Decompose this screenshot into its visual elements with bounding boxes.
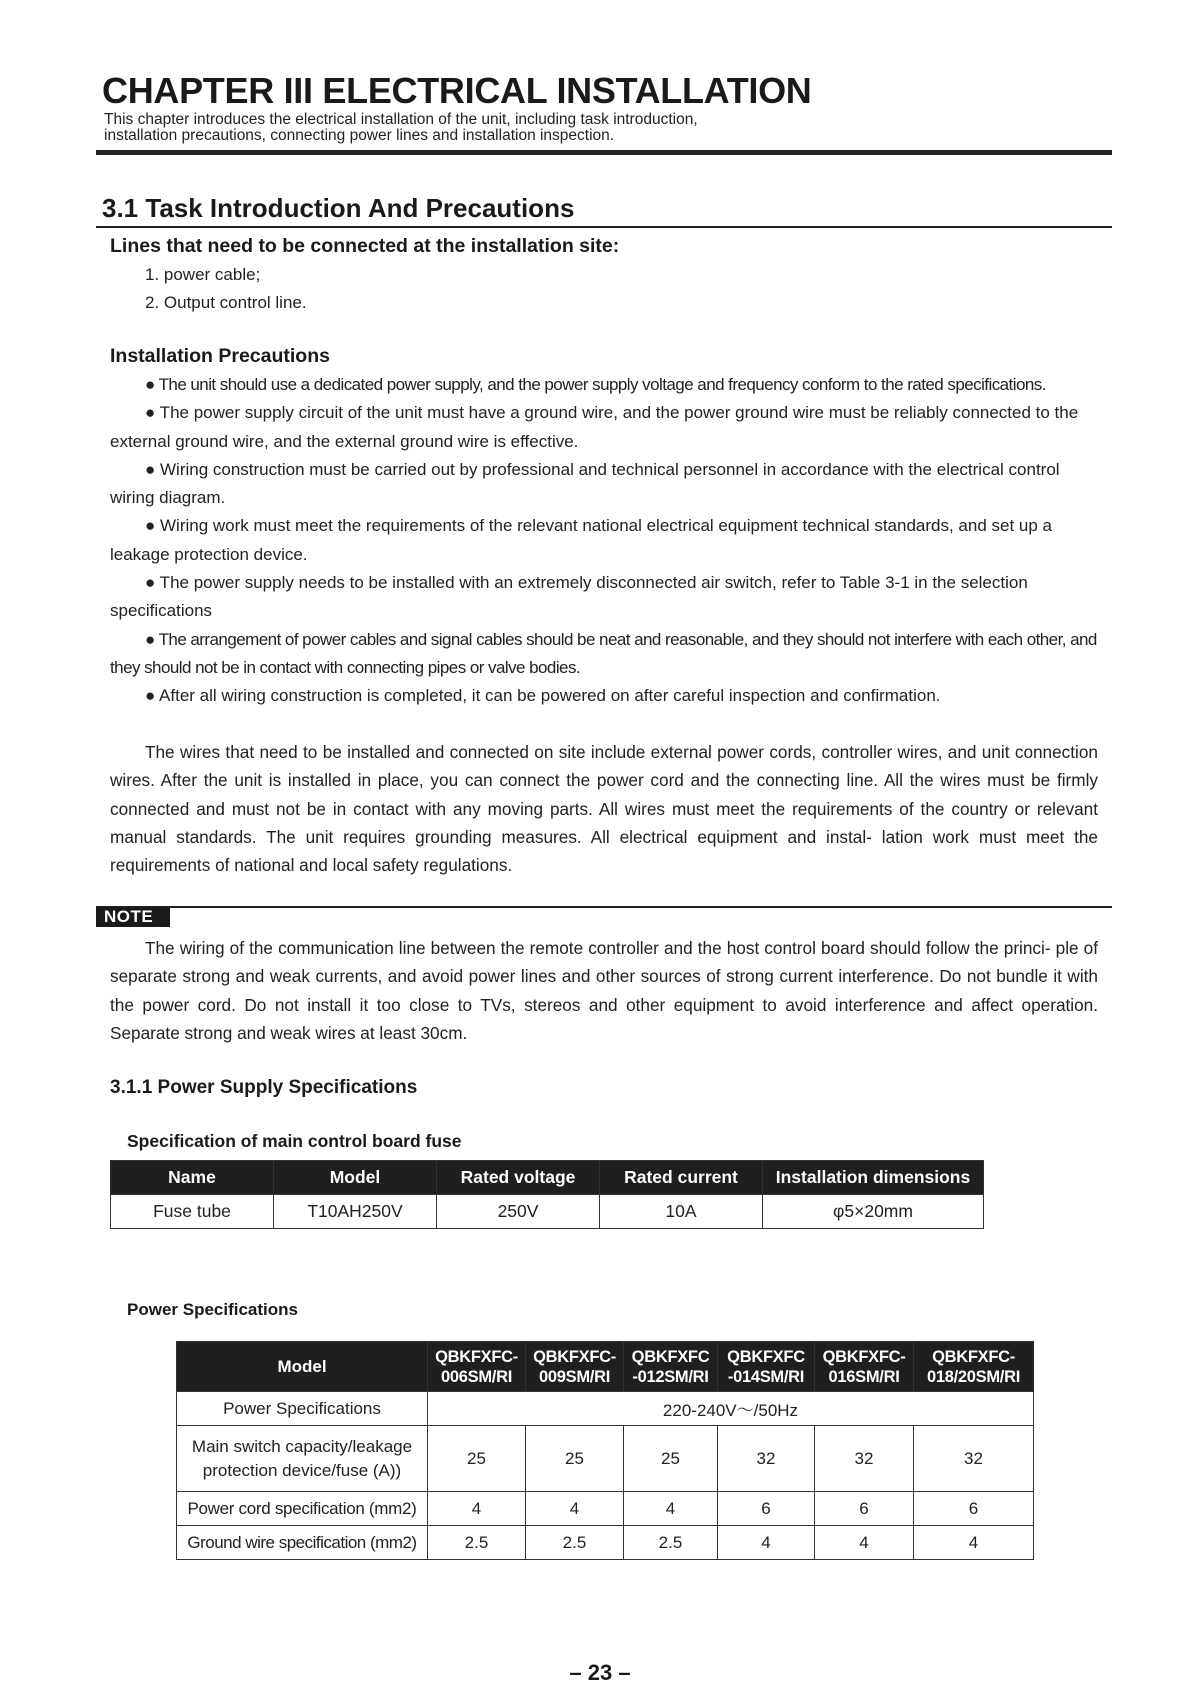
fuse-table-caption: Specification of main control board fuse — [127, 1131, 462, 1151]
chapter-title: CHAPTER III ELECTRICAL INSTALLATION — [102, 70, 812, 111]
table-row — [177, 1426, 1034, 1492]
section-title: 3.1 Task Introduction And Precautions — [102, 193, 575, 223]
table-cell: 4 — [914, 1526, 1034, 1560]
table-cell: 10A — [600, 1195, 763, 1229]
table-header-row — [177, 1342, 1034, 1392]
row-label: Ground wire specification (mm2) — [177, 1526, 428, 1560]
table-cell: 4 — [624, 1492, 718, 1526]
precautions-list — [110, 371, 1098, 711]
column-header: Rated voltage — [437, 1161, 600, 1195]
table-cell: 2.5 — [428, 1526, 526, 1560]
fuse-table — [110, 1160, 984, 1229]
model-header — [718, 1342, 815, 1392]
column-header: Rated current — [600, 1161, 763, 1195]
column-header: Model — [177, 1342, 428, 1392]
wires-paragraph-text: The wires that need to be installed and connected on site include external power cords, controller wires, and unit connection wires. After the unit is installed in place, you can connect the power cord and the connecting line. All the wires must be firmly connected and must not be in contact with any moving parts. All wires must meet the requirements of the country or relevant manual standards. The unit requires grounding measures. All electrical equipment and instal- lation work must meet the requirements of national and local safety regulations. — [110, 742, 1098, 876]
power-supply-heading: 3.1.1 Power Supply Specifications — [110, 1077, 418, 1098]
section-divider — [96, 226, 1112, 228]
table-cell: 6 — [815, 1492, 914, 1526]
precaution-item: ● Wiring construction must be carried out by professional and technical personnel in accordance with the electrical control wiring diagram. — [110, 459, 1060, 508]
precautions-heading: Installation Precautions — [110, 345, 330, 367]
precaution-item: ● The unit should use a dedicated power supply, and the power supply voltage and frequency conform to the rated specifications. — [145, 375, 1046, 394]
model-header — [624, 1342, 718, 1392]
column-header: Name — [111, 1161, 274, 1195]
model-line: QBKFXFC- — [435, 1347, 518, 1366]
note-divider — [96, 906, 1112, 908]
table-cell: 2.5 — [526, 1526, 624, 1560]
table-cell: 32 — [815, 1426, 914, 1492]
table-row — [177, 1526, 1034, 1560]
table-cell: 25 — [526, 1426, 624, 1492]
precaution-item: ● Wiring work must meet the requirements of the relevant national electrical equipment technical standards, and set up a leakage protection device. — [110, 516, 1053, 564]
column-header: Model — [274, 1161, 437, 1195]
note-paragraph — [110, 934, 1098, 1047]
model-line: QBKFXFC- — [932, 1347, 1015, 1366]
chapter-intro-line: This chapter introduces the electrical installation of the unit, including task introduction, — [104, 111, 698, 128]
note-text: The wiring of the communication line between the remote controller and the host control board should follow the princi- ple of separate strong and weak currents, and avoid power lines and other sources of strong current interference. Do not bundle it with the power cord. Do not install it too close to TVs, stereos and other equipment to avoid interference and affect operation. Separate strong and weak wires at least 30cm. — [110, 938, 1098, 1043]
column-header: Installation dimensions — [763, 1161, 984, 1195]
table-cell: 4 — [815, 1526, 914, 1560]
list-item: 2. Output control line. — [145, 293, 307, 312]
power-spec-table — [176, 1341, 1034, 1560]
precaution-item: ● The power supply circuit of the unit must have a ground wire, and the power ground wire must be reliably connected to the external ground wire, and the external ground wire is effective. — [110, 403, 1079, 451]
model-line: QBKFXFC — [727, 1347, 805, 1366]
model-line: 018/20SM/RI — [926, 1367, 1020, 1386]
lines-heading: Lines that need to be connected at the installation site: — [110, 235, 620, 257]
table-cell: 6 — [718, 1492, 815, 1526]
table-row — [177, 1392, 1034, 1426]
table-cell: 32 — [914, 1426, 1034, 1492]
model-line: 016SM/RI — [828, 1367, 900, 1386]
model-header — [815, 1342, 914, 1392]
model-header — [914, 1342, 1034, 1392]
table-cell: 32 — [718, 1426, 815, 1492]
table-cell: 2.5 — [624, 1526, 718, 1560]
power-table-caption: Power Specifications — [127, 1300, 298, 1319]
model-line: -014SM/RI — [727, 1367, 805, 1386]
row-label: Power Specifications — [177, 1392, 428, 1426]
wires-paragraph — [110, 738, 1098, 879]
model-header — [428, 1342, 526, 1392]
model-line: QBKFXFC- — [533, 1347, 616, 1366]
table-cell: 25 — [624, 1426, 718, 1492]
model-line: QBKFXFC- — [822, 1347, 906, 1366]
table-cell: 220-240V～/50Hz — [428, 1392, 1034, 1426]
model-line: QBKFXFC — [631, 1347, 710, 1366]
row-label: Power cord specification (mm2) — [177, 1492, 428, 1526]
table-cell: 4 — [428, 1492, 526, 1526]
precaution-item: ● The power supply needs to be installed with an extremely disconnected air switch, refer to Table 3-1 in the selection specifications — [110, 573, 1028, 621]
page-number: – 23 – — [569, 1660, 631, 1685]
table-cell: 25 — [428, 1426, 526, 1492]
model-line: 009SM/RI — [539, 1367, 610, 1386]
table-row — [111, 1195, 984, 1229]
table-row — [177, 1492, 1034, 1526]
table-cell: 250V — [437, 1195, 600, 1229]
table-cell: 6 — [914, 1492, 1034, 1526]
row-label-line: protection device/fuse (A)) — [202, 1460, 402, 1480]
chapter-divider — [96, 150, 1112, 155]
model-line: 006SM/RI — [441, 1367, 512, 1386]
chapter-intro-line: installation precautions, connecting power lines and installation inspection. — [104, 127, 615, 144]
table-cell: 4 — [718, 1526, 815, 1560]
row-label-line: Main switch capacity/leakage — [191, 1436, 413, 1456]
precaution-item: ● The arrangement of power cables and signal cables should be neat and reasonable, and they should not interfere with each other, and they should not be in contact with connecting pipes or valve bodies. — [110, 629, 1097, 677]
chapter-intro — [104, 112, 864, 144]
table-cell: φ5×20mm — [763, 1195, 984, 1229]
table-cell: T10AH250V — [274, 1195, 437, 1229]
row-label — [177, 1426, 428, 1492]
precaution-item: ● After all wiring construction is completed, it can be powered on after careful inspection and confirmation. — [145, 686, 941, 706]
table-cell: 4 — [526, 1492, 624, 1526]
table-header-row — [111, 1161, 984, 1195]
list-item: 1. power cable; — [145, 265, 261, 284]
note-badge: NOTE — [96, 907, 170, 927]
table-cell: Fuse tube — [111, 1195, 274, 1229]
model-line: -012SM/RI — [632, 1367, 709, 1386]
model-header — [526, 1342, 624, 1392]
